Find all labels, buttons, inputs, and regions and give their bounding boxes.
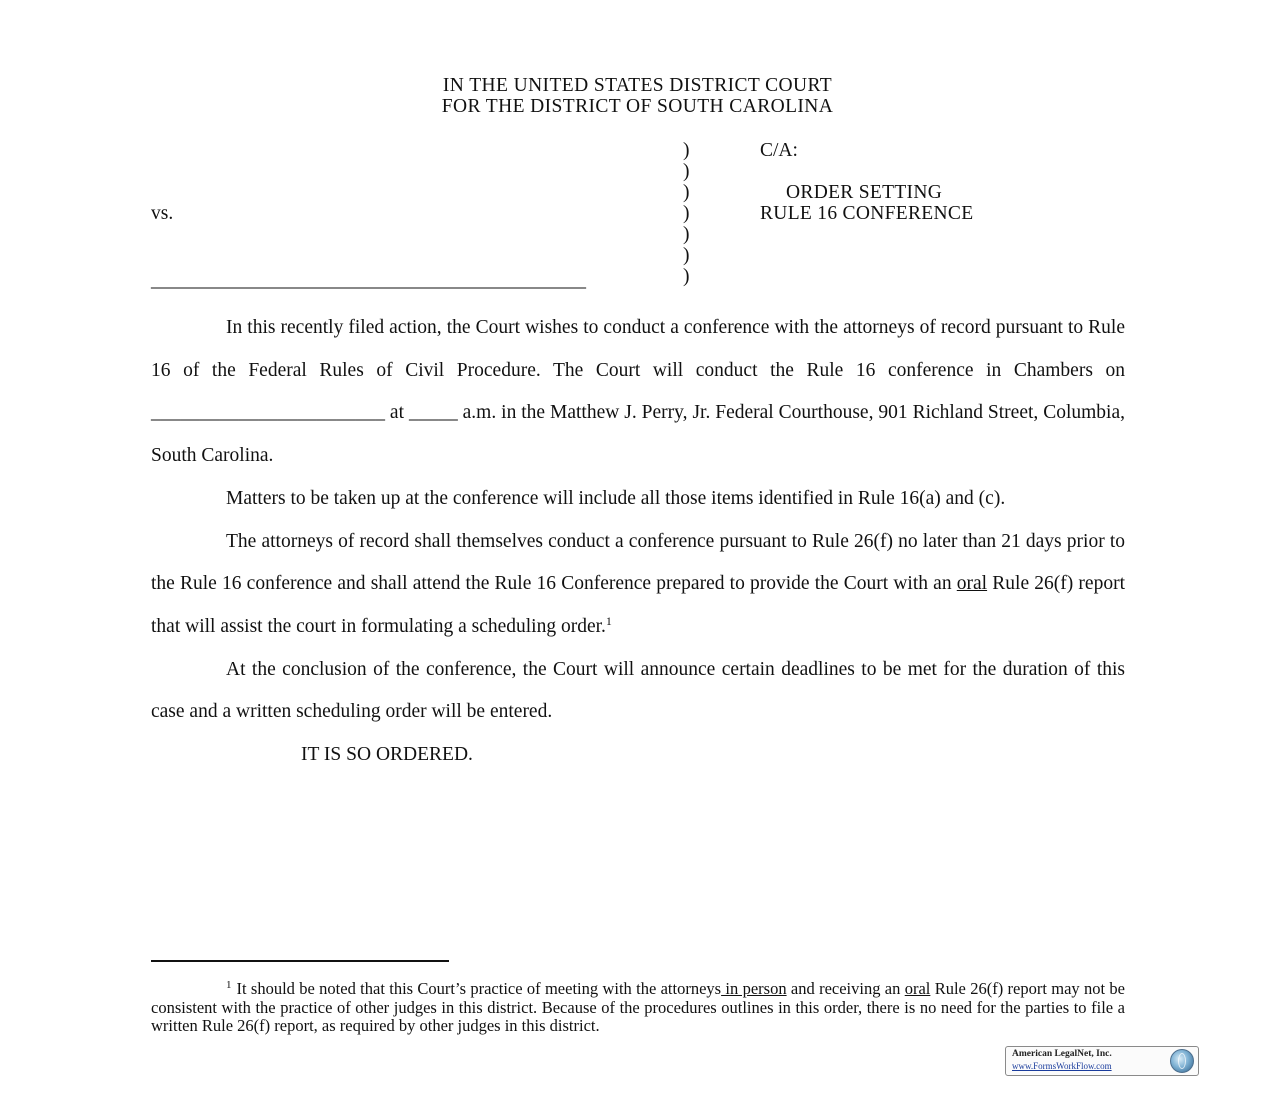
caption-paren: ) xyxy=(683,245,690,266)
order-title-line2: RULE 16 CONFERENCE xyxy=(760,203,974,224)
publisher-logo[interactable] xyxy=(1005,1046,1199,1076)
defendant-blank-line: ______________________________________________ xyxy=(151,270,586,291)
paragraph-rule-26f: The attorneys of record shall themselves conduct a conference pursuant to Rule 26(f) no later than 21 days prior to the Rule 16 conference and shall attend the Rule 16 Conference prepared to provide the Court with an oral Rule 26(f) report that will assist the court in formulating a scheduling order.$^1$ xyxy=(151,530,1125,637)
case-number-label: C/A: xyxy=(760,140,798,161)
footnote-reference: 1 xyxy=(605,613,612,628)
globe-icon xyxy=(1170,1049,1194,1073)
order-title xyxy=(760,182,973,224)
paragraph-matters: Matters to be taken up at the conference will include all those items identified in Rule 16(a) and (c). xyxy=(226,487,1006,509)
oral-emphasis: oral xyxy=(956,573,988,595)
order-body xyxy=(151,307,1125,777)
in-person-emphasis: in person xyxy=(721,979,787,998)
oral-emphasis: oral xyxy=(904,979,931,998)
publisher-url-link[interactable]: www.FormsWorkFlow.com xyxy=(1012,1061,1112,1071)
so-ordered: IT IS SO ORDERED. xyxy=(301,744,473,766)
versus-label: vs. xyxy=(151,203,174,224)
caption-paren: ) xyxy=(683,140,690,161)
footnote-separator xyxy=(151,960,449,962)
time-blank: _____ xyxy=(408,402,458,424)
footnote-marker: 1 xyxy=(226,979,232,991)
caption-paren: ) xyxy=(683,182,690,203)
order-title-line1: ORDER SETTING xyxy=(786,182,943,203)
court-name-line1: IN THE UNITED STATES DISTRICT COURT xyxy=(442,75,833,96)
caption-paren: ) xyxy=(683,203,690,224)
caption-paren: ) xyxy=(683,224,690,245)
court-name-line2: FOR THE DISTRICT OF SOUTH CAROLINA xyxy=(441,96,834,117)
paragraph-conclusion: At the conclusion of the conference, the Court will announce certain deadlines to be met for the duration of this case and a written scheduling order will be entered. xyxy=(151,658,1125,723)
date-blank: ________________________ xyxy=(151,402,385,424)
footnote: $^1$ It should be noted that this Court’s practice of meeting with the attorneys in person and receiving an oral Rule 26(f) report may not be consistent with the practice of other judges in this district. Because of the procedures outlines in this order, there is no need for the parties to file a written Rule 26(f) report, as required by other judges in this district. xyxy=(151,979,1125,1035)
caption-paren: ) xyxy=(683,266,690,287)
caption-paren: ) xyxy=(683,161,690,182)
publisher-name: American LegalNet, Inc. xyxy=(1012,1049,1112,1059)
paragraph-conference-notice: In this recently filed action, the Court wishes to conduct a conference with the attorneys of record pursuant to Rule 16 of the Federal Rules of Civil Procedure. The Court will conduct the Rule 16 conference in Chambers on ________________________ at _____ a.m. in the Matthew J. Perry, Jr. Federal Courthouse, 901 Richland Street, Columbia, South Carolina. xyxy=(151,317,1125,467)
